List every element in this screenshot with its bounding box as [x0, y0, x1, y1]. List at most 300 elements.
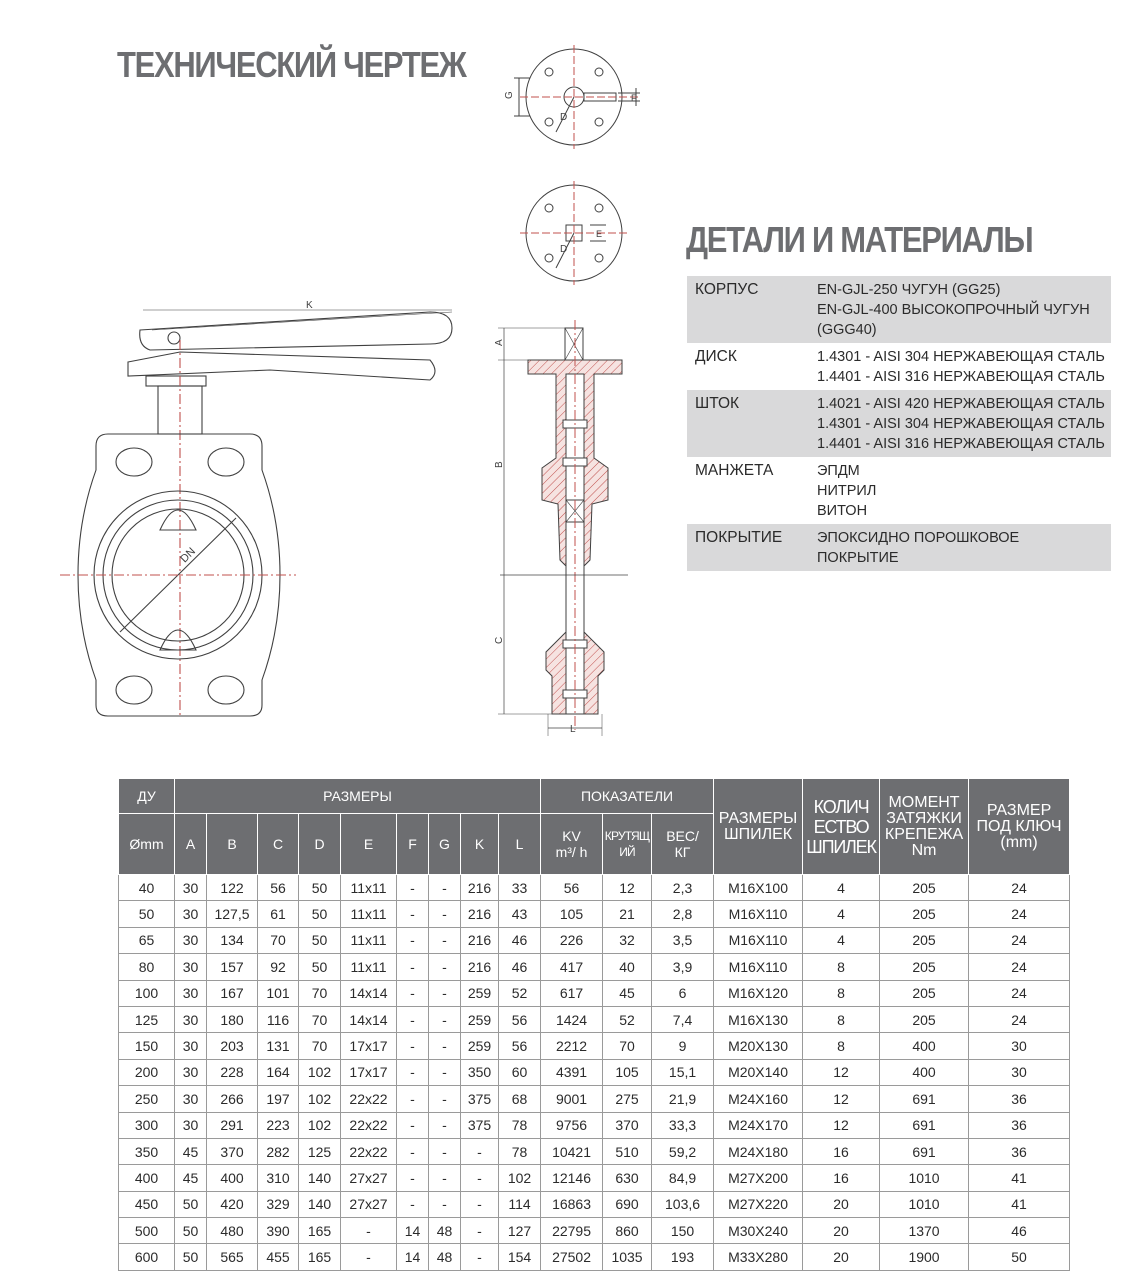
table-cell: 691 [880, 1138, 969, 1164]
table-cell: 22x22 [341, 1138, 397, 1164]
table-cell: 41 [969, 1191, 1070, 1217]
table-cell: 52 [603, 1006, 652, 1032]
table-cell: 131 [258, 1033, 299, 1059]
table-cell: 103,6 [652, 1191, 714, 1217]
label-e: E [596, 229, 603, 239]
table-cell: 1370 [880, 1218, 969, 1244]
header-indicators: ПОКАЗАТЕЛИ [541, 779, 714, 814]
table-cell: - [397, 1086, 429, 1112]
table-cell: 122 [207, 875, 258, 901]
table-cell: 1900 [880, 1244, 969, 1270]
table-cell: M20X130 [714, 1033, 803, 1059]
table-cell: - [397, 901, 429, 927]
table-cell: 4 [803, 901, 880, 927]
table-cell: 420 [207, 1191, 258, 1217]
table-cell: 216 [461, 875, 499, 901]
table-cell: 84,9 [652, 1165, 714, 1191]
table-cell: 102 [299, 1086, 341, 1112]
label-g: G [504, 91, 515, 99]
table-cell: - [341, 1218, 397, 1244]
table-cell: 116 [258, 1006, 299, 1032]
table-cell: 17x17 [341, 1033, 397, 1059]
table-cell: 630 [603, 1165, 652, 1191]
subheader-dmm: Ømm [119, 814, 175, 875]
materials-table [687, 276, 1111, 571]
table-cell: 223 [258, 1112, 299, 1138]
table-cell: 417 [541, 954, 603, 980]
table-cell: 150 [119, 1033, 175, 1059]
table-cell: 8 [803, 1006, 880, 1032]
table-cell: 30 [175, 1112, 207, 1138]
table-cell: - [397, 927, 429, 953]
table-cell: 266 [207, 1086, 258, 1112]
table-cell: - [429, 1006, 461, 1032]
table-cell: 370 [207, 1138, 258, 1164]
table-cell: 48 [429, 1218, 461, 1244]
table-cell: 30 [175, 1086, 207, 1112]
material-line: 1.4021 - AISI 420 НЕРЖАВЕЮЩАЯ СТАЛЬ [817, 396, 1105, 412]
table-cell: 14 [397, 1244, 429, 1270]
table-row [119, 1059, 1070, 1085]
table-cell: 205 [880, 901, 969, 927]
table-cell: 228 [207, 1059, 258, 1085]
table-cell: 56 [541, 875, 603, 901]
table-cell: - [429, 980, 461, 1006]
table-cell: 350 [119, 1138, 175, 1164]
table-cell: 500 [119, 1218, 175, 1244]
table-cell: 114 [499, 1191, 541, 1217]
table-cell: 205 [880, 980, 969, 1006]
table-cell: 36 [969, 1138, 1070, 1164]
material-line: ВИТОН [817, 503, 868, 519]
table-cell: 197 [258, 1086, 299, 1112]
table-cell: 1424 [541, 1006, 603, 1032]
label-k: K [306, 300, 313, 311]
table-cell: 27502 [541, 1244, 603, 1270]
table-row [119, 980, 1070, 1006]
table-cell: 46 [499, 954, 541, 980]
table-cell: - [429, 954, 461, 980]
table-cell: 8 [803, 1033, 880, 1059]
table-cell: 127 [499, 1218, 541, 1244]
table-cell: - [429, 1086, 461, 1112]
table-cell: 125 [119, 1006, 175, 1032]
table-cell: 617 [541, 980, 603, 1006]
table-row [119, 875, 1070, 901]
spec-table [118, 778, 1070, 1271]
table-cell: 16 [803, 1165, 880, 1191]
table-cell: 24 [969, 954, 1070, 980]
table-cell: 370 [603, 1112, 652, 1138]
table-cell: - [397, 1033, 429, 1059]
table-cell: M30X240 [714, 1218, 803, 1244]
table-cell: - [397, 875, 429, 901]
table-cell: 102 [299, 1112, 341, 1138]
table-cell: 15,1 [652, 1059, 714, 1085]
table-cell: 600 [119, 1244, 175, 1270]
table-cell: 200 [119, 1059, 175, 1085]
table-cell: 70 [603, 1033, 652, 1059]
table-cell: - [461, 1191, 499, 1217]
label-l: L [570, 724, 576, 735]
technical-drawing [0, 0, 700, 760]
page-title: ТЕХНИЧЕСКИЙ ЧЕРТЕЖ [117, 44, 466, 85]
label-d: D [560, 112, 568, 123]
table-cell: M16X110 [714, 927, 803, 953]
table-cell: 22x22 [341, 1086, 397, 1112]
material-line: EN-GJL-400 ВЫСОКОПРОЧНЫЙ ЧУГУН [817, 302, 1090, 318]
subheader-kv: KV m³/ h [541, 814, 603, 875]
table-cell: - [397, 1165, 429, 1191]
table-cell: - [461, 1218, 499, 1244]
table-cell: 127,5 [207, 901, 258, 927]
subheader-k: K [461, 814, 499, 875]
table-cell: 310 [258, 1165, 299, 1191]
subheader-a: A [175, 814, 207, 875]
header-torque: МОМЕНТ ЗАТЯЖКИ КРЕПЕЖА Nm [880, 779, 969, 875]
table-cell: 216 [461, 927, 499, 953]
table-cell: 61 [258, 901, 299, 927]
table-cell: 510 [603, 1138, 652, 1164]
table-cell: 40 [119, 875, 175, 901]
table-cell: 150 [652, 1218, 714, 1244]
label-f: F [631, 93, 637, 103]
table-cell: 36 [969, 1086, 1070, 1112]
table-cell: 32 [603, 927, 652, 953]
table-cell: 30 [175, 875, 207, 901]
table-cell: 24 [969, 927, 1070, 953]
subheader-f: F [397, 814, 429, 875]
subheader-g: G [429, 814, 461, 875]
table-cell: 1035 [603, 1244, 652, 1270]
table-cell: 291 [207, 1112, 258, 1138]
table-cell: 12 [803, 1112, 880, 1138]
table-row [119, 1218, 1070, 1244]
table-cell: 60 [499, 1059, 541, 1085]
table-cell: - [397, 954, 429, 980]
table-cell: 50 [299, 954, 341, 980]
subheader-b: B [207, 814, 258, 875]
table-row [119, 1138, 1070, 1164]
table-cell: - [397, 1191, 429, 1217]
table-cell: - [429, 1191, 461, 1217]
table-cell: 9001 [541, 1086, 603, 1112]
table-cell: 400 [880, 1033, 969, 1059]
table-cell: 30 [969, 1059, 1070, 1085]
table-cell: 78 [499, 1138, 541, 1164]
table-cell: - [397, 1138, 429, 1164]
table-row [119, 1033, 1070, 1059]
table-cell: 48 [429, 1244, 461, 1270]
table-cell: - [429, 927, 461, 953]
table-row [119, 1006, 1070, 1032]
material-line: EN-GJL-250 ЧУГУН (GG25) [817, 282, 1001, 298]
table-cell: 1010 [880, 1191, 969, 1217]
table-cell: 140 [299, 1191, 341, 1217]
table-cell: 20 [803, 1244, 880, 1270]
table-cell: 16 [803, 1138, 880, 1164]
table-cell: 56 [258, 875, 299, 901]
table-cell: 102 [299, 1059, 341, 1085]
table-cell: 455 [258, 1244, 299, 1270]
table-row [119, 1112, 1070, 1138]
table-cell: 56 [499, 1006, 541, 1032]
material-line: (GGG40) [817, 322, 877, 338]
table-cell: 167 [207, 980, 258, 1006]
table-cell: - [461, 1165, 499, 1191]
table-cell: 12 [803, 1059, 880, 1085]
material-part: КОРПУС [687, 276, 817, 343]
material-spec [817, 343, 1111, 390]
table-cell: 68 [499, 1086, 541, 1112]
table-cell: - [397, 980, 429, 1006]
table-cell: 33,3 [652, 1112, 714, 1138]
table-cell: 30 [969, 1033, 1070, 1059]
table-cell: 4 [803, 927, 880, 953]
table-cell: 40 [603, 954, 652, 980]
table-cell: 3,5 [652, 927, 714, 953]
materials-title: ДЕТАЛИ И МАТЕРИАЛЫ [686, 219, 1033, 260]
table-cell: M16X100 [714, 875, 803, 901]
material-line: 1.4401 - AISI 316 НЕРЖАВЕЮЩАЯ СТАЛЬ [817, 369, 1105, 385]
table-cell: 24 [969, 875, 1070, 901]
table-cell: 300 [119, 1112, 175, 1138]
valve-front-view [60, 310, 452, 716]
material-part: ПОКРЫТИЕ [687, 524, 817, 571]
table-cell: 565 [207, 1244, 258, 1270]
table-cell: 165 [299, 1244, 341, 1270]
table-cell: - [429, 1138, 461, 1164]
table-cell: 8 [803, 954, 880, 980]
table-cell: - [429, 1165, 461, 1191]
table-cell: - [397, 1059, 429, 1085]
material-row [687, 276, 1111, 343]
table-cell: 12 [803, 1086, 880, 1112]
label-b: B [494, 461, 505, 468]
table-cell: 390 [258, 1218, 299, 1244]
table-cell: 16863 [541, 1191, 603, 1217]
table-cell: 3,9 [652, 954, 714, 980]
table-cell: M24X160 [714, 1086, 803, 1112]
material-line: ЭПДМ [817, 463, 860, 479]
table-cell: 11x11 [341, 927, 397, 953]
table-row [119, 1165, 1070, 1191]
table-cell: 30 [175, 927, 207, 953]
table-cell: 45 [603, 980, 652, 1006]
table-cell: 134 [207, 927, 258, 953]
table-cell: - [461, 1138, 499, 1164]
table-cell: 105 [541, 901, 603, 927]
table-cell: 226 [541, 927, 603, 953]
table-cell: 21,9 [652, 1086, 714, 1112]
material-spec [817, 457, 1111, 524]
table-row [119, 1086, 1070, 1112]
table-cell: 180 [207, 1006, 258, 1032]
material-line: 1.4301 - AISI 304 НЕРЖАВЕЮЩАЯ СТАЛЬ [817, 349, 1105, 365]
table-cell: 259 [461, 1006, 499, 1032]
table-cell: 193 [652, 1244, 714, 1270]
table-cell: 125 [299, 1138, 341, 1164]
material-part: ШТОК [687, 390, 817, 457]
table-cell: 27x27 [341, 1191, 397, 1217]
table-cell: 14x14 [341, 1006, 397, 1032]
subheader-torque-nm: КРУТЯЩ ИЙ [603, 814, 652, 875]
table-cell: - [429, 875, 461, 901]
table-cell: 30 [175, 980, 207, 1006]
table-cell: M20X140 [714, 1059, 803, 1085]
table-cell: - [429, 1033, 461, 1059]
table-cell: 22795 [541, 1218, 603, 1244]
table-cell: M16X110 [714, 954, 803, 980]
table-cell: 2212 [541, 1033, 603, 1059]
table-cell: 59,2 [652, 1138, 714, 1164]
table-cell: M24X170 [714, 1112, 803, 1138]
table-cell: 24 [969, 1006, 1070, 1032]
table-cell: 165 [299, 1218, 341, 1244]
table-cell: 164 [258, 1059, 299, 1085]
table-cell: 690 [603, 1191, 652, 1217]
table-cell: 33 [499, 875, 541, 901]
material-line: ЭПОКСИДНО ПОРОШКОВОЕ [817, 530, 1020, 546]
subheader-e: E [341, 814, 397, 875]
table-cell: 203 [207, 1033, 258, 1059]
table-cell: 101 [258, 980, 299, 1006]
table-cell: 46 [499, 927, 541, 953]
table-cell: 12 [603, 875, 652, 901]
table-cell: 140 [299, 1165, 341, 1191]
table-cell: 24 [969, 901, 1070, 927]
table-cell: 9 [652, 1033, 714, 1059]
table-cell: 329 [258, 1191, 299, 1217]
table-cell: 105 [603, 1059, 652, 1085]
table-cell: 12146 [541, 1165, 603, 1191]
table-cell: 50 [175, 1218, 207, 1244]
table-cell: 2,8 [652, 901, 714, 927]
subheader-d: D [299, 814, 341, 875]
table-cell: 92 [258, 954, 299, 980]
table-row [119, 927, 1070, 953]
table-cell: - [429, 1112, 461, 1138]
table-cell: 50 [175, 1191, 207, 1217]
material-line: НИТРИЛ [817, 483, 877, 499]
table-cell: 282 [258, 1138, 299, 1164]
table-cell: 50 [969, 1244, 1070, 1270]
table-cell: 691 [880, 1112, 969, 1138]
label-a: A [494, 339, 505, 346]
subheader-l: L [499, 814, 541, 875]
table-cell: 250 [119, 1086, 175, 1112]
flange-top-view [514, 45, 640, 149]
table-cell: 80 [119, 954, 175, 980]
table-cell: 205 [880, 875, 969, 901]
table-cell: 375 [461, 1112, 499, 1138]
table-cell: 22x22 [341, 1112, 397, 1138]
table-cell: 30 [175, 954, 207, 980]
table-cell: 400 [207, 1165, 258, 1191]
table-cell: 30 [175, 1059, 207, 1085]
table-cell: 480 [207, 1218, 258, 1244]
table-cell: 11x11 [341, 901, 397, 927]
table-cell: 691 [880, 1086, 969, 1112]
table-cell: 65 [119, 927, 175, 953]
table-cell: 350 [461, 1059, 499, 1085]
material-line: ПОКРЫТИЕ [817, 550, 899, 566]
table-cell: 41 [969, 1165, 1070, 1191]
table-cell: 375 [461, 1086, 499, 1112]
table-cell: 205 [880, 927, 969, 953]
table-cell: 216 [461, 901, 499, 927]
table-cell: 860 [603, 1218, 652, 1244]
table-row [119, 954, 1070, 980]
table-cell: - [341, 1244, 397, 1270]
table-cell: 27x27 [341, 1165, 397, 1191]
table-cell: 2,3 [652, 875, 714, 901]
table-cell: 259 [461, 1033, 499, 1059]
table-cell: 50 [299, 901, 341, 927]
table-cell: 45 [175, 1165, 207, 1191]
table-cell: 400 [880, 1059, 969, 1085]
flange-square-view [520, 181, 630, 285]
table-cell: 21 [603, 901, 652, 927]
table-cell: 6 [652, 980, 714, 1006]
table-cell: 78 [499, 1112, 541, 1138]
subheader-weight: ВЕС/ КГ [652, 814, 714, 875]
table-cell: 56 [499, 1033, 541, 1059]
table-row [119, 901, 1070, 927]
material-line: 1.4401 - AISI 316 НЕРЖАВЕЮЩАЯ СТАЛЬ [817, 436, 1105, 452]
table-cell: 205 [880, 954, 969, 980]
table-cell: 46 [969, 1218, 1070, 1244]
material-line: 1.4301 - AISI 304 НЕРЖАВЕЮЩАЯ СТАЛЬ [817, 416, 1105, 432]
table-cell: 11x11 [341, 875, 397, 901]
table-cell: 50 [119, 901, 175, 927]
table-cell: M24X180 [714, 1138, 803, 1164]
header-du: ДУ [119, 779, 175, 814]
table-cell: 100 [119, 980, 175, 1006]
header-stud-sizes: РАЗМЕРЫ ШПИЛЕК [714, 779, 803, 875]
table-cell: - [461, 1244, 499, 1270]
header-stud-count: КОЛИЧ ЕСТВО ШПИЛЕК [803, 779, 880, 875]
table-cell: 17x17 [341, 1059, 397, 1085]
valve-section-view [498, 320, 628, 736]
subheader-c: C [258, 814, 299, 875]
label-d2: D [560, 244, 568, 255]
table-cell: 50 [299, 927, 341, 953]
table-cell: 259 [461, 980, 499, 1006]
material-row [687, 343, 1111, 390]
table-cell: 14x14 [341, 980, 397, 1006]
table-cell: M16X130 [714, 1006, 803, 1032]
material-part: ДИСК [695, 348, 737, 365]
table-cell: M16X110 [714, 901, 803, 927]
table-cell: M27X200 [714, 1165, 803, 1191]
table-cell: 43 [499, 901, 541, 927]
table-cell: M27X220 [714, 1191, 803, 1217]
table-cell: 9756 [541, 1112, 603, 1138]
table-cell: 157 [207, 954, 258, 980]
header-wrench: РАЗМЕР ПОД КЛЮЧ (mm) [969, 779, 1070, 875]
table-cell: 20 [803, 1191, 880, 1217]
label-dn: DN [178, 545, 198, 566]
table-cell: - [429, 1059, 461, 1085]
table-cell: M16X120 [714, 980, 803, 1006]
table-cell: 24 [969, 980, 1070, 1006]
material-row [687, 524, 1111, 571]
table-row [119, 1191, 1070, 1217]
table-cell: 36 [969, 1112, 1070, 1138]
table-cell: 45 [175, 1138, 207, 1164]
table-cell: 216 [461, 954, 499, 980]
